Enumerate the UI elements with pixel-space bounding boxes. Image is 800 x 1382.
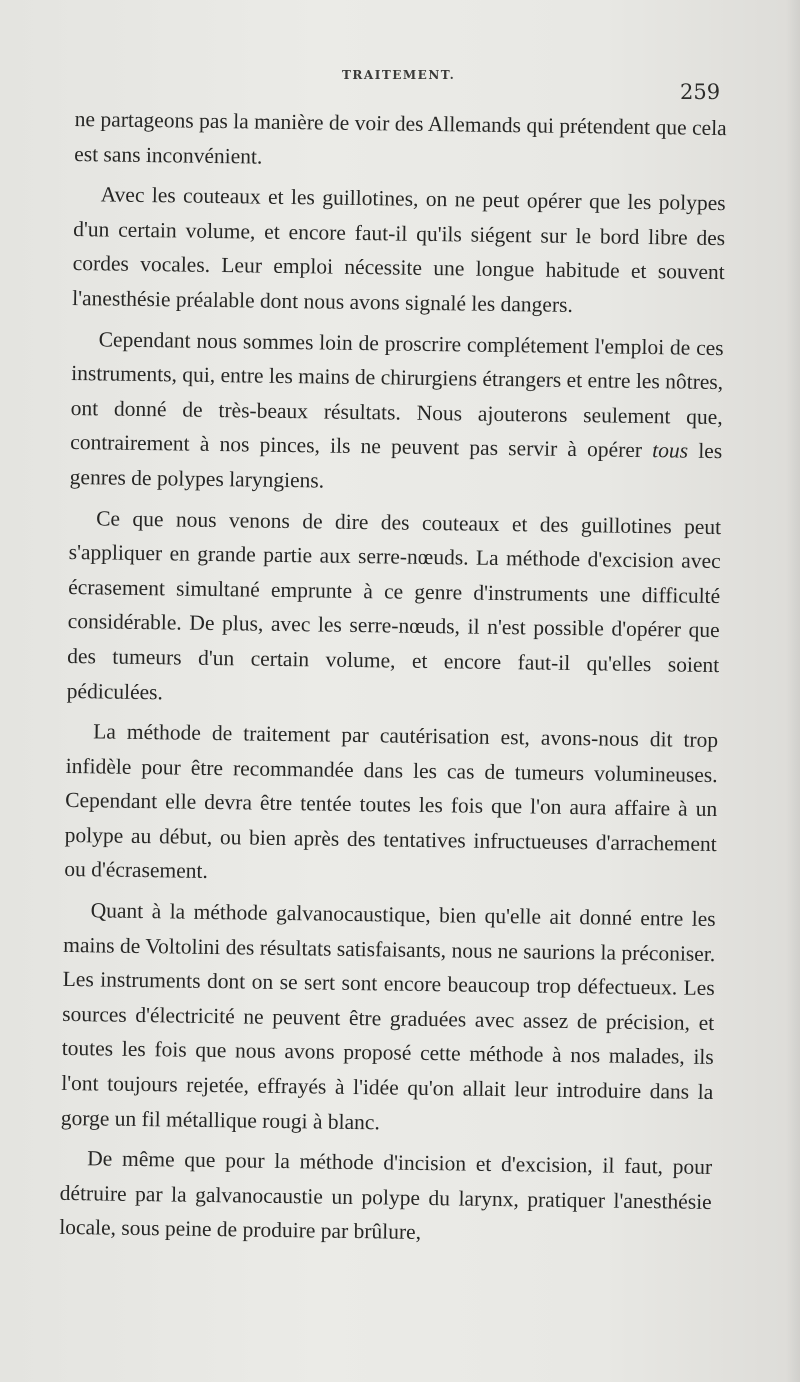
paragraph-5: La méthode de traitement par cautérisation est, avons-nous dit trop infidèle pour être recommandée dans les cas de tumeurs volumineuses. Cependant elle devra être tentée toutes les fois que l'on aura affaire à un polype au début, ou bien après des tentatives infructueuses d'arrachement ou d'écrasement.: [64, 719, 719, 884]
paragraph-3-text-b: les genres de polypes laryngiens.: [69, 438, 723, 493]
paragraph-7: De même que pour la méthode d'incision et d'excision, il faut, pour détruire par la galvanocaustie un polype du larynx, pratiquer l'anesthésie locale, sous peine de produire par brûlure,: [59, 1146, 713, 1245]
page-edge-shadow: [786, 0, 800, 1382]
paragraph-3-emphasis: tous: [652, 438, 689, 463]
page-number: 259: [680, 80, 721, 104]
paragraph-3-text-a: Cependant nous sommes loin de proscrire complétement l'emploi de ces instruments, qui, entre les mains de chirurgiens étrangers et entre les nôtres, ont donné de très-beaux résultats. Nous ajouterons seulement que, contrairement à nos pinces, ils ne peuvent pas servir à opérer: [70, 326, 724, 463]
paragraph-1: ne partageons pas la manière de voir des Allemands qui prétendent que cela est sans inconvénient.: [74, 106, 727, 169]
paragraph-6: Quant à la méthode galvanocaustique, bien qu'elle ait donné entre les mains de Voltolini des résultats satisfaisants, nous ne saurions la préconiser. Les instruments dont on se sert sont encore beaucoup trop défectueux. Les sources d'électricité ne peuvent être graduées avec assez de précision, et toutes les fois que nous avons proposé cette méthode à nos malades, ils l'ont toujours rejetée, effrayés à l'idée qu'on allait leur introduire dans la gorge un fil métallique rougi à blanc.: [60, 898, 716, 1134]
body-text: [59, 102, 727, 1254]
paragraph-2: Avec les couteaux et les guillotines, on ne peut opérer que les polypes d'un certain volume, et encore faut-il qu'ils siégent sur le bord libre des cordes vocales. Leur emploi nécessite une longue habitude et souvent l'anesthésie préalable dont nous avons signalé les dangers.: [72, 182, 726, 317]
running-head: TRAITEMENT.: [342, 68, 456, 82]
paragraph-3: [70, 322, 724, 504]
paragraph-4: Ce que nous venons de dire des couteaux et des guillotines peut s'appliquer en grande partie aux serre-nœuds. La méthode d'excision avec écrasement simultané emprunte à ce genre d'instruments une difficulté considérable. De plus, avec les serre-nœuds, il n'est possible d'opérer que des tumeurs d'un certain volume, et encore faut-il qu'elles soient pédiculées.: [66, 505, 722, 704]
